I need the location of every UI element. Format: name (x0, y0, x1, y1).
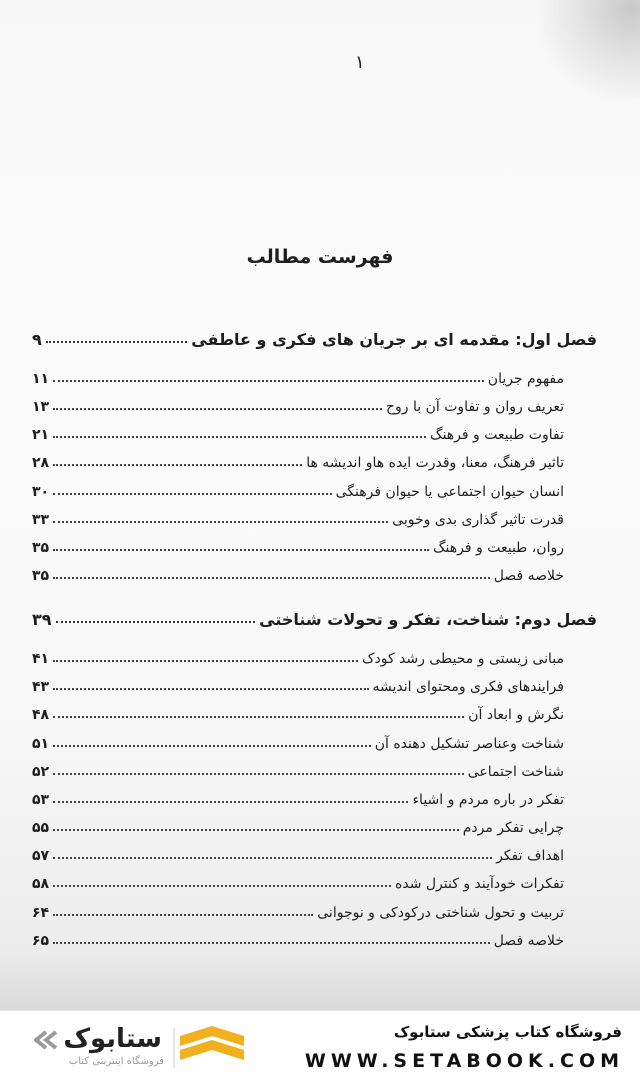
toc-entry (32, 534, 564, 556)
footer-divider (0, 1010, 640, 1011)
dot-leader (56, 621, 256, 623)
toc-entry (32, 927, 564, 949)
dot-leader (53, 716, 464, 718)
dot-leader (53, 688, 368, 690)
toc-entry (32, 562, 564, 584)
dot-leader (53, 549, 429, 551)
entry-page: ۴۳ (32, 679, 50, 695)
dot-leader (53, 885, 391, 887)
entry-title: شناخت وعناصر تشکیل دهنده آن (374, 736, 564, 752)
toc-entry (32, 899, 564, 921)
dot-leader (53, 914, 313, 916)
entry-title: تفکرات خودآیند و کنترل شده (395, 876, 564, 892)
dot-leader (53, 745, 371, 747)
entry-title: تعریف روان و تفاوت آن با روح (386, 399, 564, 415)
toc-entry (32, 701, 564, 723)
entry-title: خلاصه فصل (493, 933, 564, 949)
chapter-page: ۹ (32, 330, 42, 349)
page-number: ۱ (355, 52, 365, 73)
toc-entry (32, 506, 564, 528)
toc-entry (32, 814, 564, 836)
entry-title: اهداف تفکر (496, 848, 564, 864)
dot-leader (53, 521, 388, 523)
entry-page: ۵۲ (32, 764, 50, 780)
dot-leader (53, 857, 492, 859)
entry-title: مبانی زیستی و محیطی رشد کودک (361, 651, 564, 667)
entry-page: ۱۱ (32, 371, 50, 387)
entry-page: ۳۵ (32, 568, 50, 584)
chapter-heading (32, 323, 597, 349)
entry-title: خلاصه فصل (493, 568, 564, 584)
entry-title: تفاوت طبیعت و فرهنگ (430, 427, 564, 443)
entry-page: ۶۵ (32, 933, 50, 949)
toc-entry (32, 421, 564, 443)
dot-leader (46, 341, 188, 343)
dot-leader (53, 436, 426, 438)
entry-page: ۵۵ (32, 820, 50, 836)
entry-page: ۴۸ (32, 707, 50, 723)
toc-entry (32, 478, 564, 500)
entry-title: روان، طبیعت و فرهنگ (433, 540, 564, 556)
entry-title: تاثیر فرهنگ، معنا، وقدرت ایده هاو اندیشه ها (306, 455, 564, 471)
entry-page: ۳۵ (32, 540, 50, 556)
toc-entry (32, 673, 564, 695)
dot-leader (53, 493, 332, 495)
entry-page: ۳۳ (32, 512, 50, 528)
dot-leader (53, 801, 408, 803)
entry-title: مفهوم جریان (487, 371, 564, 387)
entry-page: ۶۴ (32, 905, 50, 921)
dot-leader (53, 577, 490, 579)
toc-entry (32, 758, 564, 780)
chapter-title: فصل دوم: شناخت، تفکر و تحولات شناختی (259, 610, 597, 629)
entry-title: تفکر در باره مردم و اشیاء (412, 792, 564, 808)
entry-page: ۲۱ (32, 427, 50, 443)
dot-leader (53, 773, 464, 775)
toc-title: فهرست مطالب (246, 246, 394, 268)
toc-entry (32, 870, 564, 892)
toc-entry (32, 365, 564, 387)
toc-entry (32, 842, 564, 864)
entry-title: نگرش و ابعاد آن (468, 707, 564, 723)
toc-entry (32, 449, 564, 471)
entry-page: ۱۳ (32, 399, 50, 415)
entry-page: ۵۳ (32, 792, 50, 808)
page-corner-shadow (540, 0, 640, 100)
chapter-page: ۳۹ (32, 610, 52, 629)
entry-page: ۵۷ (32, 848, 50, 864)
entry-page: ۲۸ (32, 455, 50, 471)
logo-tagline: فروشگاه اینترنتی کتاب (68, 1056, 164, 1067)
entry-page: ۳۰ (32, 484, 50, 500)
dot-leader (53, 464, 302, 466)
toc-entry (32, 645, 564, 667)
store-name: فروشگاه کتاب پزشکی ستابوک (393, 1023, 622, 1041)
entry-page: ۵۸ (32, 876, 50, 892)
toc-entry (32, 786, 564, 808)
dot-leader (53, 408, 382, 410)
store-logo[interactable] (34, 1024, 244, 1072)
chapter-title: فصل اول: مقدمه ای بر جریان های فکری و عاطفی (191, 330, 597, 349)
toc-entry (32, 393, 564, 415)
logo-wordmark: ستابوک (63, 1024, 162, 1054)
store-url-link[interactable]: WWW.SETABOOK.COM (304, 1050, 624, 1072)
entry-title: قدرت تاثیر گذاری بدی وخوبی (392, 512, 564, 528)
entry-title: چرایی تفکر مردم (462, 820, 564, 836)
entry-title: شناخت اجتماعی (467, 764, 564, 780)
entry-title: فرایندهای فکری ومحتوای اندیشه (372, 679, 564, 695)
entry-title: تربیت و تحول شناختی درکودکی و نوجوانی (317, 905, 564, 921)
dot-leader (53, 829, 459, 831)
dot-leader (53, 660, 358, 662)
dot-leader (53, 380, 484, 382)
entry-title: انسان حیوان اجتماعی یا حیوان فرهنگی (335, 484, 564, 500)
entry-page: ۵۱ (32, 736, 50, 752)
entry-page: ۴۱ (32, 651, 50, 667)
chapter-heading (32, 603, 597, 629)
toc-entry (32, 730, 564, 752)
dot-leader (53, 942, 490, 944)
